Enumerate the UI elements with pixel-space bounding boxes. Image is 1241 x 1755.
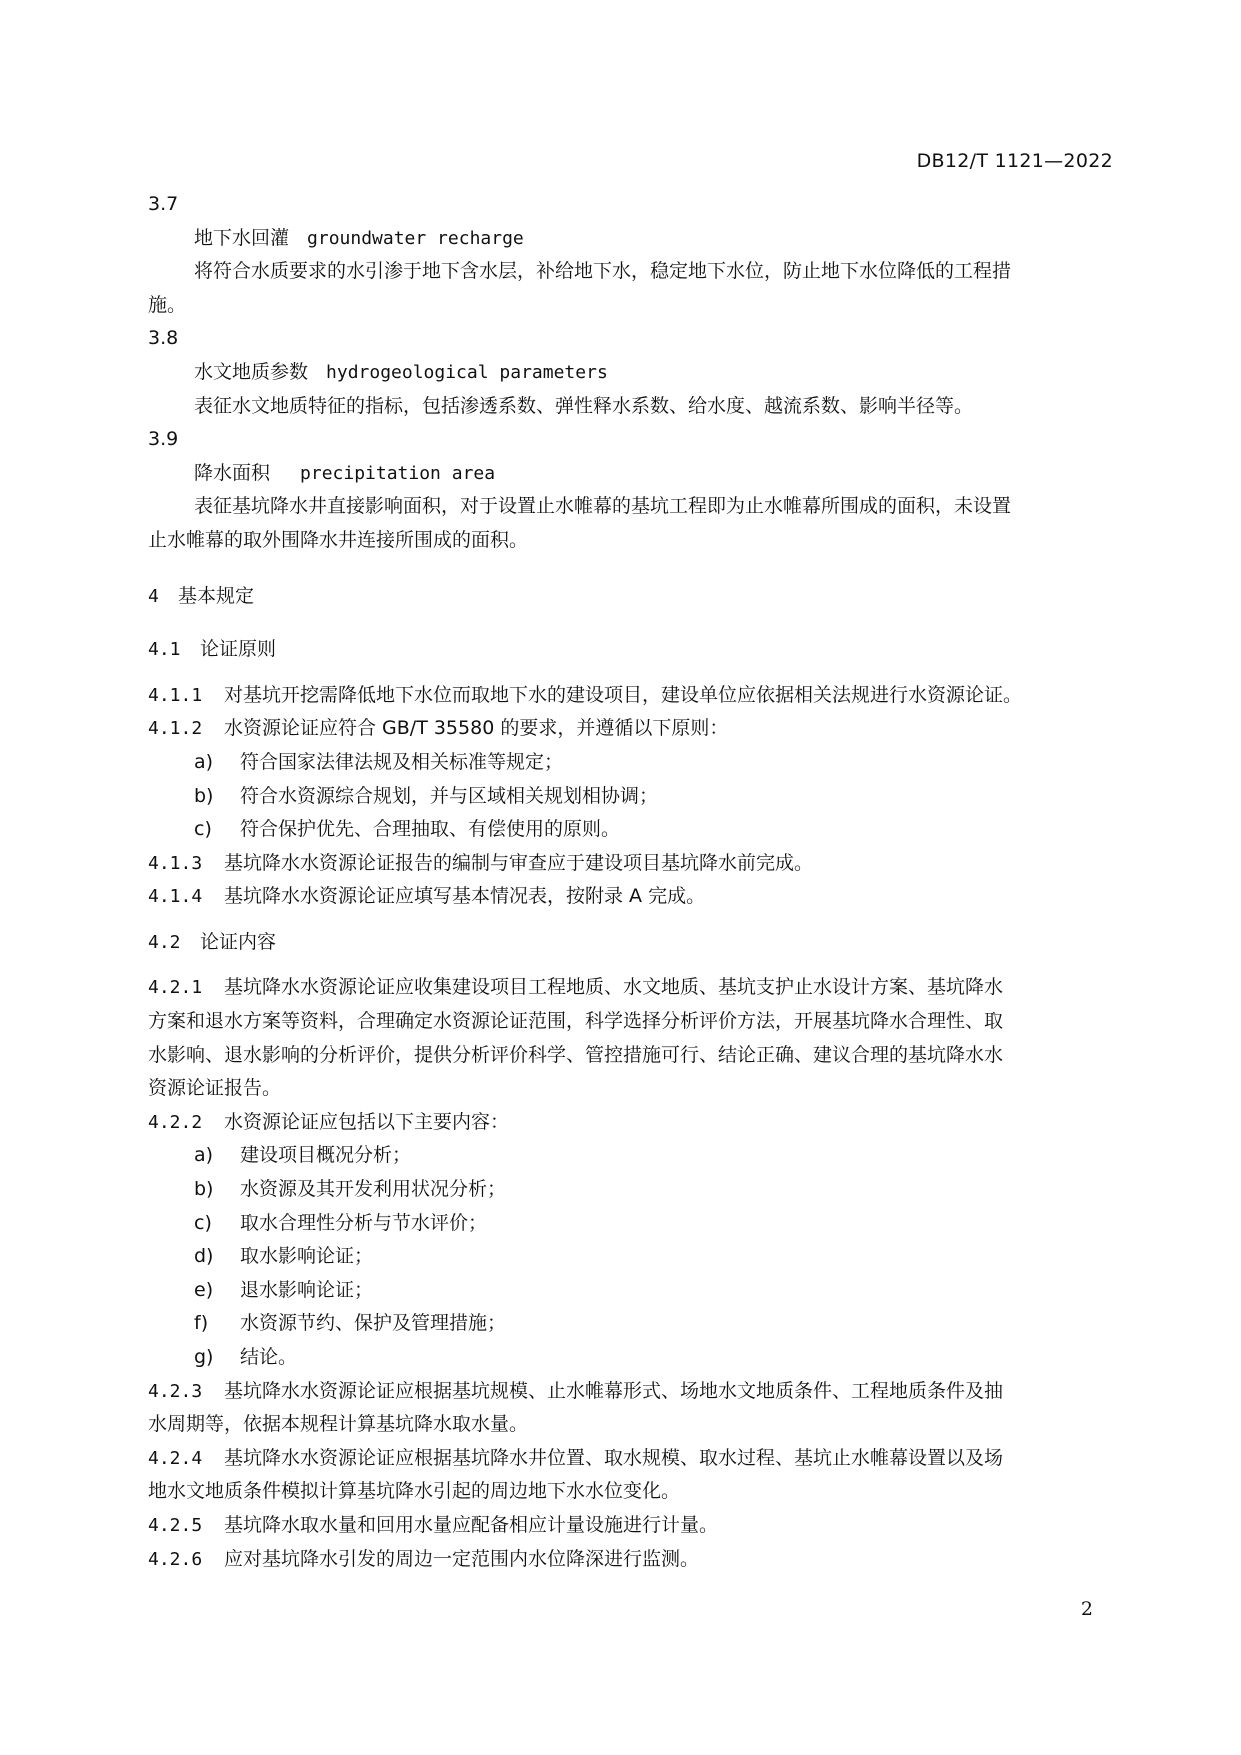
list-item [148,1341,1118,1375]
list-text: 建设项目概况分析； [240,1144,412,1167]
subsection-title: 论证内容 [200,930,277,953]
clause-text: 基坑降水水资源论证应根据基坑降水井位置、取水规模、取水过程、基坑止水帷幕设置以及场 [224,1446,1004,1469]
clause [148,880,1118,914]
clause [148,1106,1118,1140]
term-number: 3.8 [148,327,179,350]
clause-text: 基坑降水取水量和回用水量应配备相应计量设施进行计量。 [224,1513,719,1536]
page-number: 2 [1080,1598,1093,1620]
list-text: 符合国家法律法规及相关标准等规定； [240,750,564,773]
clause-number: 4.1.1 [148,684,203,706]
subsection-number: 4.2 [148,931,181,953]
clause [148,679,1118,713]
subsection-title: 论证原则 [200,638,277,661]
list-item [148,780,1118,814]
list-text: 符合保护优先、合理抽取、有偿使用的原则。 [240,818,621,841]
clause-continuation: 资源论证报告。 [148,1077,282,1100]
section-title: 基本规定 [178,584,255,607]
list-marker: c) [194,818,212,841]
clause-number: 4.2.5 [148,1514,203,1536]
clause-text: 基坑降水水资源论证应收集建设项目工程地质、水文地质、基坑支护止水设计方案、基坑降水 [224,976,1004,999]
list-text: 水资源节约、保护及管理措施； [240,1312,507,1335]
list-marker: a) [194,1144,214,1167]
clause-text: 应对基坑降水引发的周边一定范围内水位降深进行监测。 [224,1547,700,1570]
list-item [148,1139,1118,1173]
clause-number: 4.2.2 [148,1111,203,1133]
clause-text: 水资源论证应符合 GB/T 35580 的要求，并遵循以下原则： [224,717,729,740]
clause-text: 对基坑开挖需降低地下水位而取地下水的建设项目，建设单位应依据相关法规进行水资源论证。 [224,683,1023,706]
list-text: 退水影响论证； [240,1278,374,1301]
term-heading [148,356,1118,390]
clause-continuation: 地水文地质条件模拟计算基坑降水引起的周边地下水水位变化。 [148,1480,681,1503]
clause [148,847,1118,881]
term-heading [148,457,1118,491]
subsection-heading [148,926,1118,960]
term-definition-line: 表征基坑降水井直接影响面积，对于设置止水帷幕的基坑工程即为止水帷幕所围成的面积，未设置 [194,495,1012,518]
clause-text: 基坑降水水资源论证应根据基坑规模、止水帷幕形式、场地水文地质条件、工程地质条件及抽 [224,1379,1004,1402]
subsection-heading [148,633,1118,667]
list-text: 符合水资源综合规划，并与区域相关规划相协调； [240,784,659,807]
list-marker: f) [194,1312,209,1335]
term-zh: 地下水回灌 [194,226,290,249]
term-definition-line: 施。 [148,293,187,316]
section-heading [148,580,1118,614]
list-marker: c) [194,1211,212,1234]
term-definition-line: 表征水文地质特征的指标，包括渗透系数、弹性释水系数、给水度、越流系数、影响半径等。 [194,394,974,417]
subsection-number: 4.1 [148,639,181,661]
list-marker: g) [194,1346,214,1368]
section-number: 4 [148,585,159,607]
clause-number: 4.2.3 [148,1380,203,1402]
list-marker: a) [194,750,214,773]
clause-continuation: 水周期等，依据本规程计算基坑降水取水量。 [148,1413,529,1436]
list-item [148,746,1118,780]
term-definition-line: 止水帷幕的取外围降水井连接所围成的面积。 [148,528,529,551]
clause-number: 4.1.4 [148,886,203,908]
list-text: 取水合理性分析与节水评价； [240,1211,488,1234]
page-content [148,188,1118,1576]
clause-text: 基坑降水水资源论证报告的编制与审查应于建设项目基坑降水前完成。 [224,851,814,874]
term-zh: 降水面积 [194,461,271,484]
list-item [148,1173,1118,1207]
clause-number: 4.1.3 [148,852,203,874]
list-text: 水资源及其开发利用状况分析； [240,1178,507,1201]
clause-continuation: 水影响、退水影响的分析评价，提供分析评价科学、管控措施可行、结论正确、建议合理的基坑降水水 [148,1043,1004,1066]
list-item [148,1274,1118,1308]
list-marker: b) [194,784,214,807]
clause-number: 4.2.1 [148,977,203,999]
list-marker: e) [194,1278,214,1301]
term-number: 3.9 [148,428,179,451]
term-en: hydrogeological parameters [326,361,608,383]
clause-number: 4.2.4 [148,1447,203,1469]
clause [148,1375,1118,1409]
term-heading [148,222,1118,256]
list-text: 结论。 [240,1346,298,1368]
list-item [148,1240,1118,1274]
clause-number: 4.1.2 [148,718,203,740]
clause [148,1509,1118,1543]
list-marker: d) [194,1245,214,1268]
clause-number: 4.2.6 [148,1548,203,1570]
clause-text: 水资源论证应包括以下主要内容： [224,1110,510,1133]
clause [148,971,1118,1005]
document-code: DB12/T 1121—2022 [916,150,1113,172]
term-zh: 水文地质参数 [194,360,309,383]
list-item [148,1207,1118,1241]
term-en: groundwater recharge [307,227,524,249]
clause [148,712,1118,746]
list-item [148,813,1118,847]
clause [148,1543,1118,1577]
term-number: 3.7 [148,193,179,215]
clause [148,1442,1118,1476]
list-item [148,1307,1118,1341]
list-marker: b) [194,1178,214,1201]
term-definition-line: 将符合水质要求的水引渗于地下含水层，补给地下水，稳定地下水位，防止地下水位降低的工程措 [194,260,1012,283]
list-text: 取水影响论证； [240,1245,374,1268]
term-en: precipitation area [300,462,496,484]
clause-continuation: 方案和退水方案等资料，合理确定水资源论证范围，科学选择分析评价方法，开展基坑降水合理性、取 [148,1010,1004,1033]
clause-text: 基坑降水水资源论证应填写基本情况表，按附录 A 完成。 [224,885,706,908]
